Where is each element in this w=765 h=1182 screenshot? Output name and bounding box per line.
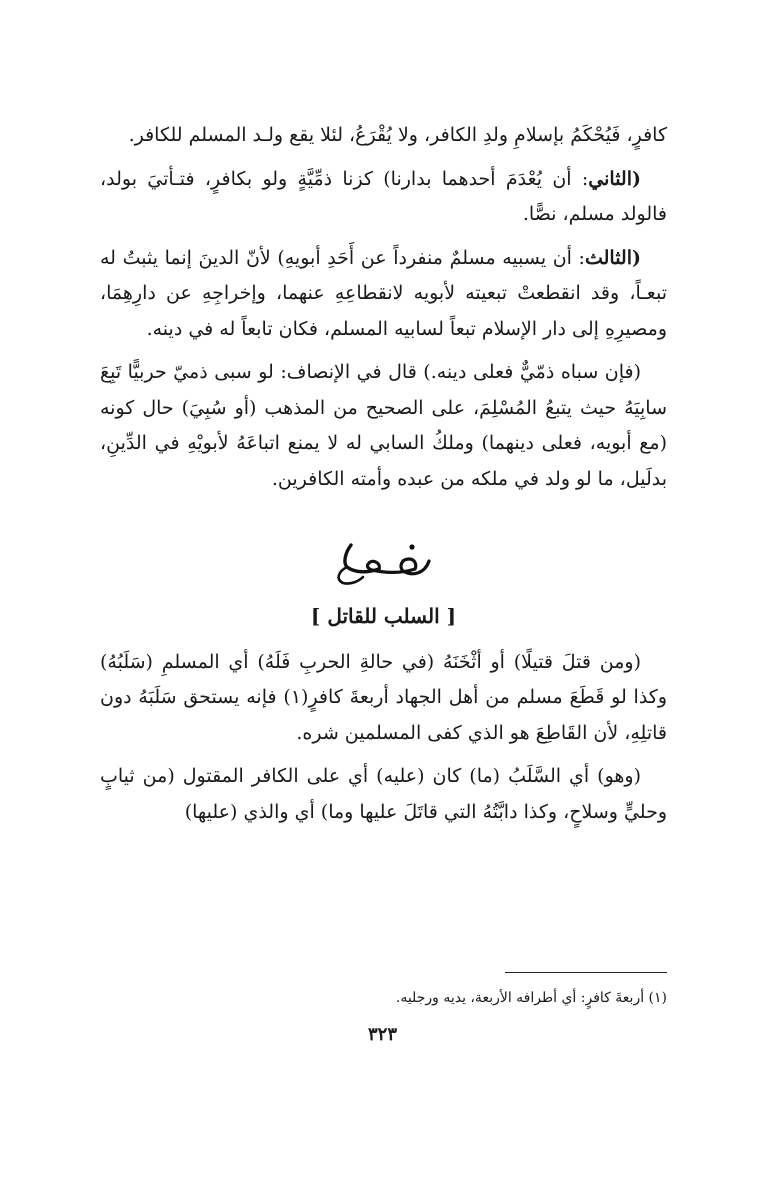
paragraph-3-heading: (الثالث xyxy=(584,246,641,269)
paragraph-3-text: : أن يسبيه مسلمٌ منفرداً عن أَحَدِ أبويهِ) لأنّ الدينَ إنما يثبتُ له تبعـاً، وقد انقطعتْ تبعيته لأبويه لانقطاعِهِ عنهما، وإخراجِهِ عن دارِهِمَا، ومصيرِهِ إلى دار الإسلام تبعاً لسابيه المسلم، فكان تابعاً له في دينه. xyxy=(100,246,667,340)
page-body xyxy=(100,118,667,838)
paragraph-2-text: : أن يُعْدَمَ أحدهما بدارنا) كزنا ذمِّيَّةٍ ولو بكافرٍ، فتـأتيَ بولد، فالولد مسلم، نصًّا. xyxy=(100,167,667,225)
footnote-divider xyxy=(505,972,667,973)
paragraph-4-text: (فإن سباه ذمّيٌّ فعلى دينه.) قال في الإنصاف: لو سبى ذميّ حربيًّا تَبِعَ سابِيَهُ حيث يتبعُ المُسْلِمَ، على الصحيح من المذهب (أو سُبِيَ) حال كونه (مع أبويه، فعلى دينهما) وملكُ السابي له لا يمنع اتباعَهُ لأبويْهِ في الدِّينِ، بدلَيل، ما لو ولد في ملكه من عبده وأمته الكافرين. xyxy=(100,361,667,490)
paragraph-1 xyxy=(100,118,667,154)
paragraph-6 xyxy=(100,759,667,830)
paragraph-4 xyxy=(100,355,667,497)
footnote: (١) أربعةَ كافرٍ: أي أطرافه الأربعة، يديه ورجليه. xyxy=(395,990,667,1006)
paragraph-2-heading: (الثاني xyxy=(588,167,641,190)
section-title: [ السلب للقاتل ] xyxy=(310,604,457,628)
paragraph-6-text: (وهو) أي السَّلَبُ (ما) كان (عليه) أي على الكافر المقتول (من ثيابٍ وحليٍّ وسلاحٍ، وكذا دابَّتُهُ التي قاتَلَ عليها وما) أي والذي (عليها) xyxy=(100,765,667,823)
paragraph-5-text: (ومن قتلَ قتيلًا) أو أثْخَنَهُ (في حالةِ الحربِ فَلَهُ) أي المسلمِ (سَلَبُهُ) وكذا لو قَطَعَ مسلم من أهل الجهاد أربعةَ كافرٍ(١) فإنه يستحق سَلَبَهُ دون قاتلِهِ، لأن القَاطِعَ هو الذي كفى المسلمين شره. xyxy=(100,650,668,744)
paragraph-2 xyxy=(100,162,667,233)
fasl-calligraphy-icon xyxy=(329,527,439,587)
paragraph-1-text: كافرٍ، فَيُحْكَمُ بإسلامِ ولدِ الكافر، ولا يُقْرَعُ، لئلا يقع ولـد المسلم للكافر. xyxy=(128,124,667,146)
fasl-ornament xyxy=(100,521,667,593)
page-number: ٣٢٣ xyxy=(367,1024,397,1045)
paragraph-5 xyxy=(100,645,667,752)
paragraph-3 xyxy=(100,241,667,348)
